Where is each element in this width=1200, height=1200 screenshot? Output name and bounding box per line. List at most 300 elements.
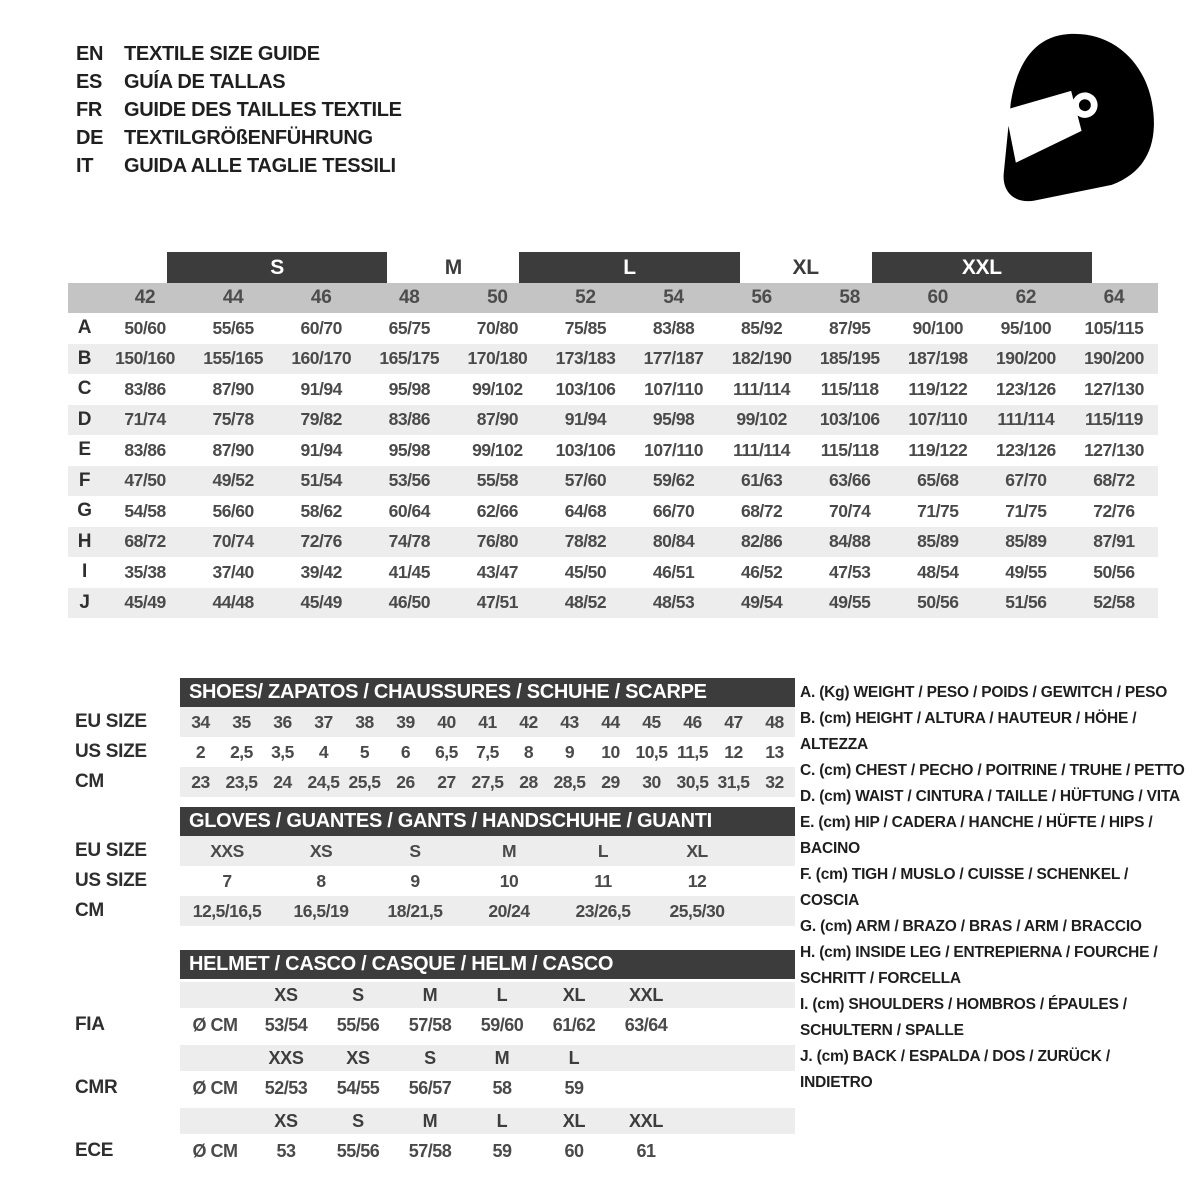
size-cell: 27,5 [471,771,504,792]
size-cell: 185/195 [819,348,880,369]
size-cell: 58 [492,1077,512,1098]
sub-table-row [75,866,795,896]
size-cell: 177/187 [643,348,704,369]
helmet-size-label: S [352,984,364,1005]
legend-line: D. (cm) WAIST / CINTURA / TAILLE / HÜFTUNG / VITA [800,788,1180,805]
sub-table-row [75,896,795,926]
standard-label-fia: FIA [75,1014,105,1035]
size-number: 62 [1015,287,1037,308]
size-cell: S [409,840,421,861]
size-cell: 2 [195,741,206,762]
helmet-size-table [75,950,795,1168]
size-cell: XS [309,840,333,861]
size-cell: 91/94 [300,439,342,460]
size-cell: 87/90 [476,409,519,430]
size-cell: 85/89 [917,531,959,552]
size-cell: 56/57 [408,1077,452,1098]
sub-table-row [75,767,795,797]
size-cell: 46/52 [740,561,783,582]
language-label: GUIDA ALLE TAGLIE TESSILI [124,154,396,177]
size-cell: 150/160 [115,348,175,369]
row-cells [101,501,1158,522]
row-cells [180,896,795,926]
row-letter: C [77,378,92,400]
size-cell: 76/80 [476,531,519,552]
size-cell: 12 [724,741,743,762]
legend-item [800,940,1185,992]
size-cell: 4 [318,741,329,762]
helmet-size-label: XXL [628,984,664,1005]
row-cells [180,707,795,737]
size-cell: 103/106 [555,439,616,460]
legend-line: SCHRITT / FORCELLA [800,970,961,987]
size-cell: 35/38 [124,561,166,582]
row-letter: E [78,439,91,461]
row-cells [101,348,1158,369]
size-cell: 23 [191,771,210,792]
size-cell: 25,5/30 [669,900,725,921]
size-cell: 51/54 [300,470,342,491]
size-cell: 25,5 [348,771,381,792]
language-label: TEXTILE SIZE GUIDE [124,42,320,65]
size-cell: 65/75 [388,317,430,338]
size-group-L: L [519,252,739,283]
legend-item [800,862,1185,914]
helmet-value-row [75,1134,795,1168]
size-cell: 26 [396,771,415,792]
row-cells [101,318,1158,339]
size-table-row [68,435,1158,466]
size-cell: 57/58 [408,1014,452,1035]
size-cell: 18/21,5 [387,900,443,921]
size-cell: 9 [564,741,575,762]
size-cell: 62/66 [476,500,519,521]
standard-label-cmr: CMR [75,1077,118,1098]
size-cell: 5 [359,741,370,762]
size-group-XXL: XXL [872,252,1092,283]
size-cell: 35 [232,711,251,732]
size-cell: 74/78 [388,531,430,552]
size-cell: 24 [273,771,292,792]
size-number-band [68,283,1158,313]
diameter-unit: Ø CM [192,1140,238,1161]
size-cell: 41 [478,711,497,732]
size-cell: 87/90 [212,378,254,399]
size-cell: 187/198 [907,348,968,369]
legend-item [800,914,1185,940]
size-cell: 103/106 [555,378,616,399]
size-cell: 160/170 [291,348,352,369]
size-cell: 79/82 [300,409,342,430]
size-cell: 61 [636,1140,656,1161]
language-row [76,40,402,68]
size-cell: 95/98 [388,378,430,399]
row-cells [101,409,1158,430]
size-cell: 6,5 [435,741,458,762]
size-cell: 105/115 [1084,317,1144,338]
size-cell: 37/40 [212,561,254,582]
size-cell: 31,5 [717,771,750,792]
size-cell: 95/100 [1000,317,1052,338]
helmet-size-label: XS [274,1110,298,1131]
language-row [76,124,402,152]
size-cell: 67/70 [1005,470,1047,491]
size-cell: 83/86 [124,378,166,399]
legend-line: I. (cm) SHOULDERS / HOMBROS / ÉPAULES / [800,996,1127,1013]
size-cell: 80/84 [652,531,695,552]
size-cell: 47/51 [476,592,519,613]
size-cell: M [501,840,517,861]
size-cell: 45 [642,711,661,732]
size-cell: 23/26,5 [575,900,631,921]
size-group-row [101,252,1158,283]
size-cell: 63/64 [624,1014,668,1035]
size-cell: 30,5 [676,771,709,792]
legend-item [800,992,1185,1044]
size-cell: 59 [492,1140,512,1161]
size-cell: 50/56 [1093,561,1135,582]
size-cell: 50/56 [917,592,959,613]
size-cell: 63/66 [829,470,871,491]
size-table-row [68,344,1158,375]
size-number: 54 [663,287,684,308]
size-cell: 87/90 [212,439,254,460]
size-cell: 53/56 [388,470,430,491]
size-cell: 111/114 [733,439,791,460]
size-cell: 37 [314,711,333,732]
size-cell: 115/119 [1085,409,1143,430]
diameter-unit: Ø CM [192,1077,238,1098]
legend-line: J. (cm) BACK / ESPALDA / DOS / ZURÜCK / INDIETRO [800,1048,1110,1091]
row-cells [180,1015,682,1036]
size-cell: 30 [642,771,661,792]
legend-item [800,758,1185,784]
size-cell: 45/50 [564,561,607,582]
size-cell: 87/91 [1093,531,1135,552]
helmet-size-strip [180,982,795,1008]
size-cell: 12 [687,870,707,891]
size-cell: 70/74 [212,531,254,552]
row-cells [101,592,1158,613]
size-cell: 51/56 [1005,592,1047,613]
size-cell: 45/49 [124,592,166,613]
size-number: 48 [399,287,420,308]
size-cell: 59/60 [480,1014,524,1035]
size-cell: 10 [601,741,620,762]
size-cell: 82/86 [740,531,783,552]
size-cell: 41/45 [388,561,430,582]
size-cell: 16,5/19 [293,900,349,921]
size-cell: 119/122 [908,378,968,399]
row-letter: A [77,317,92,339]
size-cell: 90/100 [912,317,964,338]
size-number-cells [101,287,1158,309]
size-cell: 85/92 [740,317,783,338]
legend-line: E. (cm) HIP / CADERA / HANCHE / HÜFTE / HIPS / BACINO [800,814,1153,857]
language-label: GUÍA DE TALLAS [124,70,286,93]
size-cell: 48/52 [564,592,607,613]
size-cell: 46 [683,711,702,732]
size-cell: 49/52 [212,470,254,491]
row-cells [180,767,795,797]
language-code: DE [76,126,104,149]
size-group-S: S [167,252,387,283]
size-cell: 83/86 [124,439,166,460]
size-cell: 155/165 [203,348,263,369]
apparel-size-table [68,252,1158,618]
size-cell: 68/72 [1093,470,1135,491]
size-cell: 173/183 [555,348,616,369]
helmet-size-label: L [568,1047,580,1068]
size-cell: 111/114 [997,409,1055,430]
helmet-size-label: M [494,1047,510,1068]
size-cell: L [597,840,609,861]
size-cell: 75/85 [564,317,607,338]
size-cell: 123/126 [995,378,1056,399]
size-table-row [68,557,1158,588]
size-cell: 165/175 [379,348,440,369]
size-cell: 61/63 [740,470,783,491]
size-cell: 48/54 [917,561,959,582]
language-label: TEXTILGRÖßENFÜHRUNG [124,126,373,149]
language-row [76,68,402,96]
row-cells [101,531,1158,552]
size-cell: 115/118 [820,378,879,399]
size-number: 46 [310,287,332,308]
size-cell: 119/122 [908,439,968,460]
size-cell: 85/89 [1005,531,1047,552]
gloves-table-title: GLOVES / GUANTES / GANTS / HANDSCHUHE / GUANTI [180,807,795,836]
row-letter: I [82,561,87,583]
row-letter: F [78,469,91,491]
measurement-legend [800,680,1185,1096]
legend-line: C. (cm) CHEST / PECHO / POITRINE / TRUHE / PETTO [800,762,1185,779]
size-cell: 71/75 [1005,500,1047,521]
row-cells [101,470,1158,491]
size-cell: 91/94 [564,409,607,430]
helmet-size-label: XL [562,984,586,1005]
size-table-row [68,496,1158,527]
size-cell: 9 [410,870,420,891]
helmet-value-row [75,1008,795,1042]
size-table-row [68,588,1158,619]
language-row [76,96,402,124]
size-cell: 56/60 [212,500,254,521]
size-cell: 57/58 [408,1140,452,1161]
helmet-size-strip [180,1045,795,1071]
row-label: EU SIZE [75,711,147,732]
size-cell: 123/126 [995,439,1056,460]
size-cell: 99/102 [736,409,787,430]
size-table-row [68,466,1158,497]
language-label: GUIDE DES TAILLES TEXTILE [124,98,402,121]
size-cell: 60 [564,1140,584,1161]
row-label: US SIZE [75,741,147,762]
row-letter: B [77,347,92,369]
size-cell: 27 [437,771,456,792]
row-label: US SIZE [75,870,147,891]
row-cells [101,562,1158,583]
size-cell: 59 [564,1077,584,1098]
language-code: ES [76,70,103,93]
size-cell: 36 [273,711,292,732]
size-cell: 12,5/16,5 [192,900,262,921]
language-code: IT [76,154,94,177]
size-cell: 46/50 [388,592,430,613]
size-cell: 111/114 [733,378,791,399]
main-table-rows [68,313,1158,618]
size-cell: 170/180 [467,348,528,369]
size-cell: 10,5 [635,741,668,762]
size-cell: 84/88 [829,531,871,552]
size-number: 52 [575,287,596,308]
size-cell: 49/54 [740,592,783,613]
legend-item [800,784,1185,810]
legend-line: G. (cm) ARM / BRAZO / BRAS / ARM / BRACCIO [800,918,1142,935]
size-cell: 11,5 [676,741,709,762]
size-cell: 44 [601,711,620,732]
size-cell: 71/74 [124,409,166,430]
size-cell: 45/49 [300,592,342,613]
row-cells [101,440,1158,461]
size-cell: 39 [396,711,415,732]
size-cell: 55/56 [336,1014,380,1035]
row-cells [180,1141,682,1162]
size-cell: 53 [276,1140,296,1161]
shoes-size-table [75,678,795,797]
size-cell: 39/42 [300,561,342,582]
language-row [76,152,402,180]
helmet-size-label: S [352,1110,364,1131]
size-cell: 11 [594,870,612,891]
row-label: CM [75,900,104,921]
size-cell: 43/47 [476,561,519,582]
row-cells [101,379,1158,400]
size-cell: 7,5 [476,741,499,762]
size-table-row [68,374,1158,405]
size-cell: 6 [400,741,411,762]
size-group-XL: XL [792,255,819,279]
size-cell: 55/58 [476,470,519,491]
size-number: 44 [222,287,244,308]
size-cell: 127/130 [1084,378,1144,399]
size-cell: 49/55 [829,592,871,613]
size-cell: 95/98 [388,439,430,460]
helmet-size-strip [180,1108,795,1134]
size-cell: 68/72 [740,500,783,521]
size-cell: 54/55 [336,1077,380,1098]
racing-helmet-icon [966,19,1173,212]
sub-table-row [75,836,795,866]
size-cell: 182/190 [731,348,792,369]
size-cell: 115/118 [820,439,879,460]
sub-table-row [75,737,795,767]
language-list [76,40,402,180]
sub-table-row [75,707,795,737]
size-number: 64 [1103,287,1125,308]
size-cell: 72/76 [1093,500,1135,521]
size-cell: 107/110 [644,378,703,399]
size-cell: 32 [765,771,784,792]
size-cell: 44/48 [212,592,254,613]
legend-item [800,706,1185,758]
size-cell: 55/56 [336,1140,380,1161]
size-cell: 7 [222,870,232,891]
size-cell: 24,5 [307,771,340,792]
helmet-size-label: L [496,984,508,1005]
row-cells [180,737,795,767]
size-number: 42 [134,287,156,308]
size-cell: 95/98 [652,409,695,430]
helmet-size-label: XXL [628,1110,664,1131]
size-cell: 57/60 [564,470,607,491]
size-table-row [68,527,1158,558]
size-cell: 99/102 [472,439,523,460]
size-cell: 46/51 [652,561,695,582]
size-cell: 70/74 [829,500,871,521]
size-cell: 40 [437,711,456,732]
size-cell: 3,5 [271,741,294,762]
size-group-M: M [444,255,462,279]
helmet-value-row [75,1071,795,1105]
size-cell: 8 [316,870,326,891]
size-cell: 70/80 [476,317,519,338]
size-cell: 127/130 [1084,439,1144,460]
legend-line: B. (cm) HEIGHT / ALTURA / HAUTEUR / HÖHE / ALTEZZA [800,710,1137,753]
shoes-rows [75,707,795,797]
size-number: 58 [839,287,860,308]
size-cell: 65/68 [917,470,959,491]
size-cell: 28,5 [553,771,586,792]
size-cell: 28 [519,771,538,792]
size-cell: 38 [355,711,374,732]
size-number: 50 [487,287,508,308]
size-cell: 48/53 [652,592,695,613]
legend-item [800,1044,1185,1096]
helmet-size-label: S [424,1047,436,1068]
helmet-size-label: M [422,984,438,1005]
legend-line: F. (cm) TIGH / MUSLO / CUISSE / SCHENKEL / COSCIA [800,866,1129,909]
size-cell: 53/54 [264,1014,308,1035]
legend-line: A. (Kg) WEIGHT / PESO / POIDS / GEWITCH / PESO [800,684,1168,701]
size-cell: 78/82 [564,531,607,552]
size-table-row [68,405,1158,436]
size-cell: 59/62 [652,470,695,491]
helmet-size-label: XS [274,984,298,1005]
gloves-size-table [75,807,795,926]
size-cell: 52/58 [1093,592,1135,613]
size-cell: 48 [765,711,784,732]
size-cell: 61/62 [552,1014,596,1035]
size-number: 60 [927,287,949,308]
legend-line: H. (cm) INSIDE LEG / ENTREPIERNA / FOURCHE / [800,944,1158,961]
size-cell: 10 [499,870,519,891]
size-cell: 60/64 [388,500,430,521]
size-cell: 47 [724,711,743,732]
size-cell: 68/72 [124,531,166,552]
size-cell: 34 [191,711,210,732]
size-cell: 2,5 [230,741,253,762]
size-cell: 83/88 [652,317,695,338]
helmet-table-title: HELMET / CASCO / CASQUE / HELM / CASCO [180,950,795,979]
helmet-sections [75,982,795,1168]
size-cell: 107/110 [644,439,703,460]
size-cell: 8 [523,741,534,762]
size-cell: 49/55 [1005,561,1047,582]
row-cells [180,836,795,866]
row-letter: G [77,500,92,522]
size-cell: 103/106 [819,409,880,430]
